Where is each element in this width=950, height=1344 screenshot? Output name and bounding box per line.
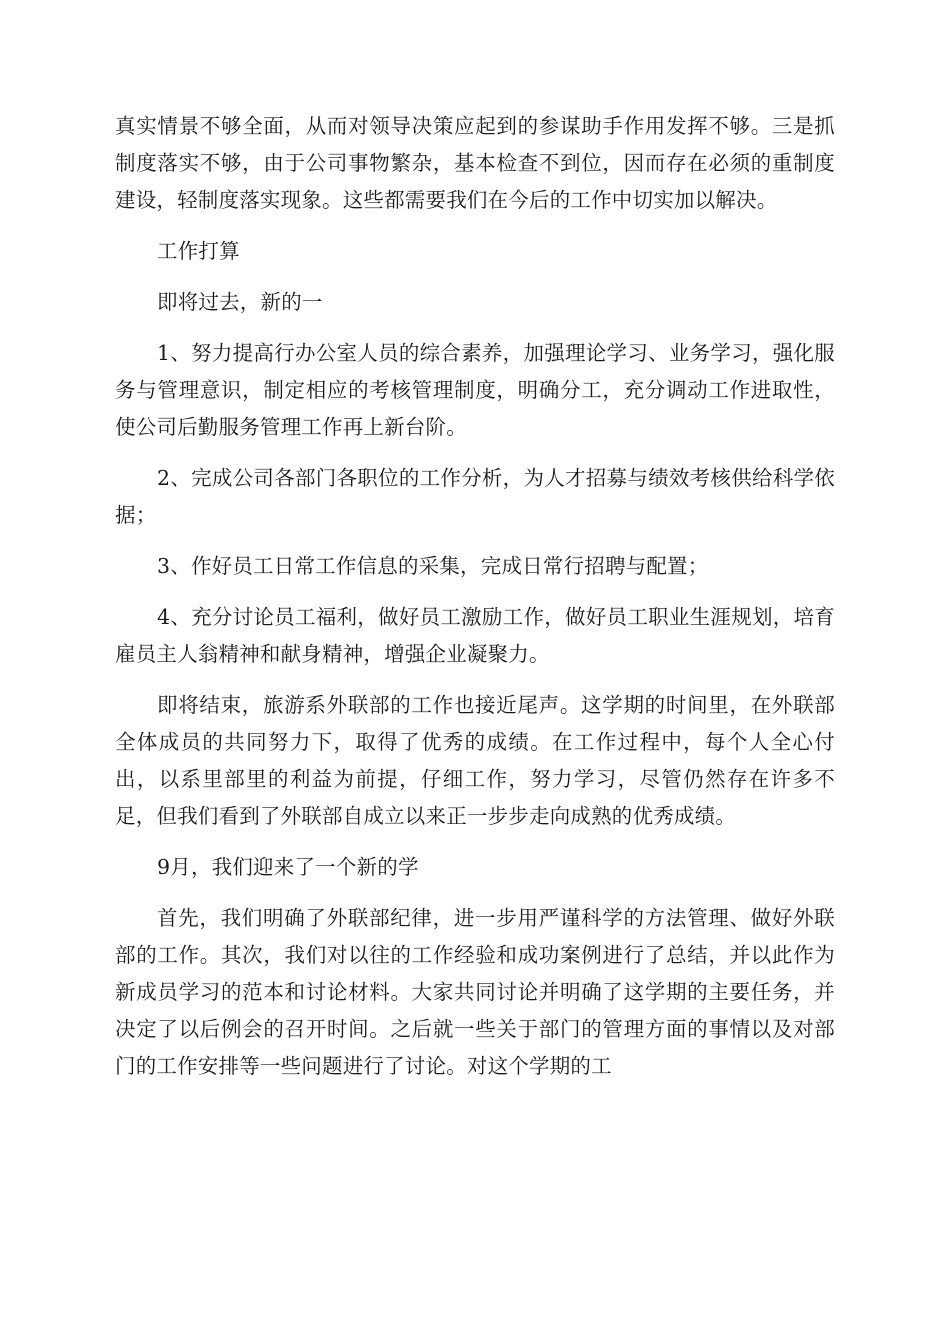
list-item-4: 4、充分讨论员工福利，做好员工激励工作，做好员工职业生涯规划，培育雇员主人翁精神和献身精神，增强企业凝聚力。 xyxy=(115,605,835,666)
list-item-3: 3、作好员工日常工作信息的采集，完成日常行招聘与配置； xyxy=(157,554,709,578)
list-item-2: 2、完成公司各部门各职位的工作分析，为人才招募与绩效考核供给科学依据； xyxy=(115,466,835,527)
paragraph-1: 真实情景不够全面，从而对领导决策应起到的参谋助手作用发挥不够。三是抓制度落实不够，由于公司事物繁杂，基本检查不到位，因而存在必须的重制度建设，轻制度落实现象。这些都需要我们在今后的工作中切实加以解决。 xyxy=(115,114,835,212)
paragraph-8: 即将结束，旅游系外联部的工作也接近尾声。这学期的时间里，在外联部全体成员的共同努力下，取得了优秀的成绩。在工作过程中，每个人全心付出，以系里部里的利益为前提，仔细工作，努力学习，尽管仍然存在许多不足，但我们看到了外联部自成立以来正一步步走向成熟的优秀成绩。 xyxy=(115,693,835,828)
document-page xyxy=(115,108,835,1099)
section-heading-work-plan: 工作打算 xyxy=(157,239,240,263)
paragraph-9: 9月，我们迎来了一个新的学 xyxy=(157,855,419,879)
paragraph-10: 首先，我们明确了外联部纪律，进一步用严谨科学的方法管理、做好外联部的工作。其次，我们对以往的工作经验和成功案例进行了总结，并以此作为新成员学习的范本和讨论材料。大家共同讨论并明确了这学期的主要任务，并决定了以后例会的召开时间。之后就一些关于部门的管理方面的事情以及对部门的工作安排等一些问题进行了讨论。对这个学期的工 xyxy=(115,906,835,1078)
paragraph-3: 即将过去，新的一 xyxy=(157,290,323,314)
list-item-1: 1、努力提高行办公室人员的综合素养，加强理论学习、业务学习，强化服务与管理意识，制定相应的考核管理制度，明确分工，充分调动工作进取性，使公司后勤服务管理工作再上新台阶。 xyxy=(115,341,835,439)
